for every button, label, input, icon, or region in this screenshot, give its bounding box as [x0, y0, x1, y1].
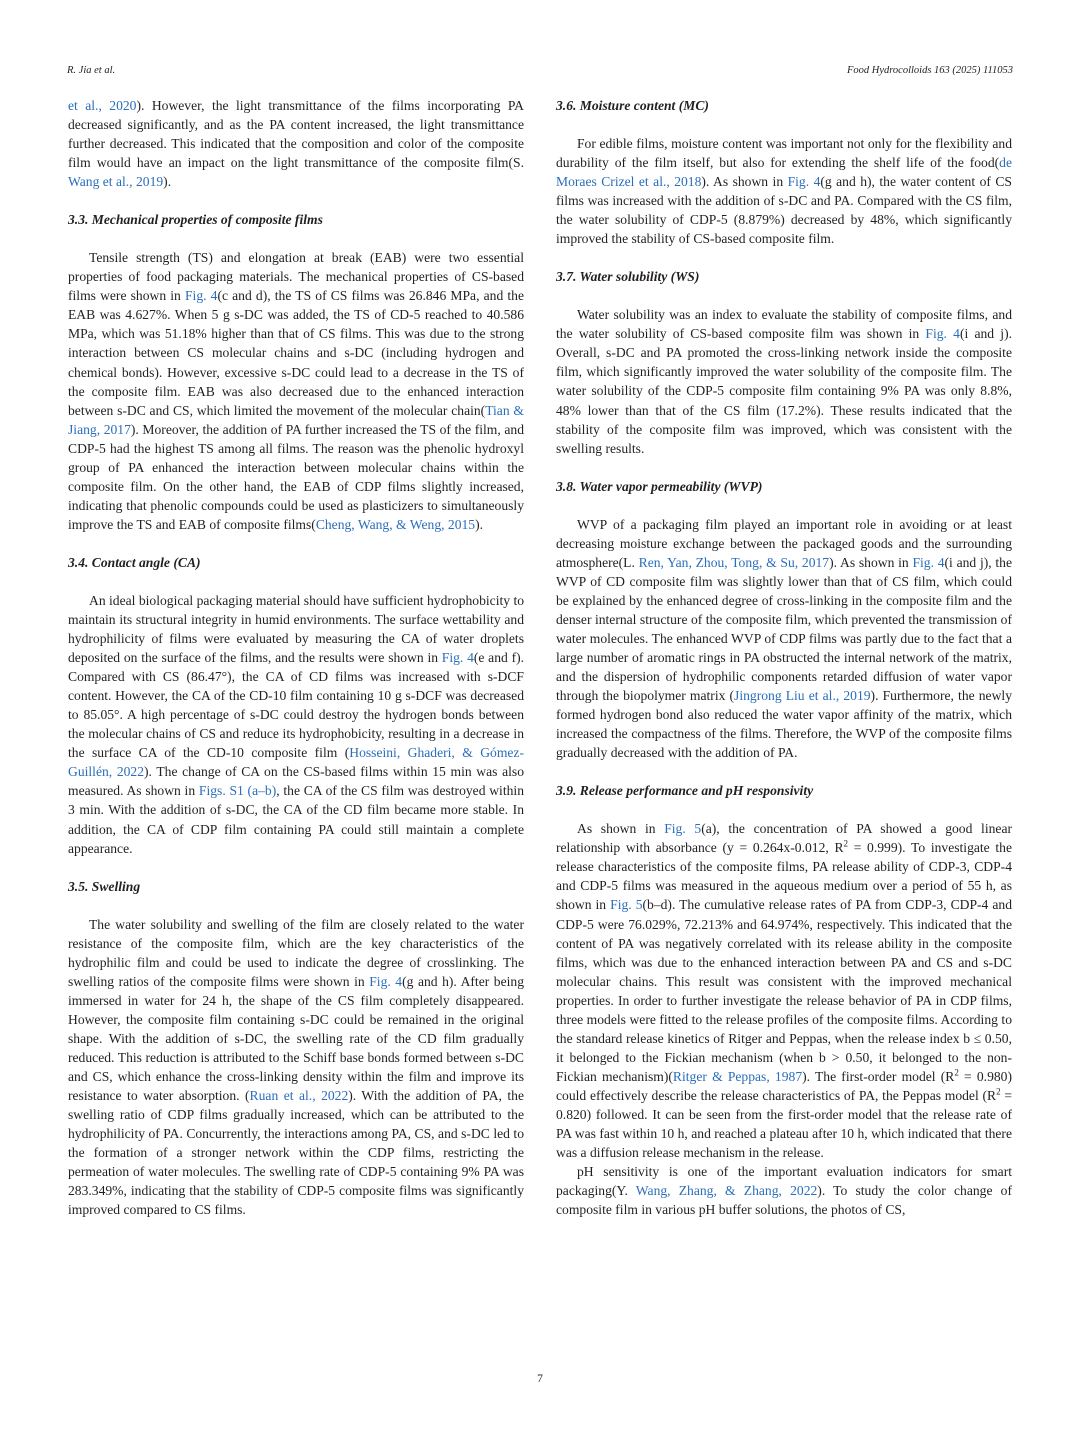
figure-link[interactable]: Figs. S1 (a–b) [198, 783, 277, 799]
citation-link[interactable]: et al., 2020 [68, 98, 137, 113]
citation-link[interactable]: Ritger & Peppas, 1987 [672, 1068, 803, 1084]
citation-link[interactable]: de Moraes Crizel et al., 2018 [556, 155, 1012, 190]
running-header-journal: Food Hydrocolloids 163 (2025) 111053 [846, 65, 1013, 76]
paragraph-release-performance: As shown in Fig. 5(a), the concentration of PA showed a good linear relationship with absorbance (y = 0.264x-0.012, $R^2 = 0.999$). To investigate the release characteristics of the composite films, PA release ability of CDP-3, CDP-4 and CDP-5 films was measured in the aqueous medium over a period of 55 h, as shown in Fig. 5(b–d). The cumulative release rates of PA from CDP-3, CDP-4 and CDP-5 were 76.029%, 72.213% and 64.974%, respectively. This indicated that the content of PA was negatively correlated with its release ability in the composite films, which was due to the enhanced interaction between PA and CS and s-DC molecular chains. This result was consistent with the improved mechanical properties. In order to further investigate the release behavior of PA in CDP films, three models were fitted to the release profiles of the composite films. According to the standard release kinetics of Ritger and Peppas, when the release index b ≤ 0.50, it belonged to the Fickian mechanism (when b > 0.50, it belonged to the non-Fickian mechanism)(Ritger & Peppas, 1987). The first-order model $(R^2 = 0.980)$ could effectively describe the release characteristics of PA, the Peppas model $(R^2 = 0.820)$ followed. It can be seen from the first-order model that the release rate of PA was fast within 10 h, and reached a plateau after 10 h, which indicated that there was a diffusion release mechanism in the release. [556, 821, 1012, 1161]
citation-link[interactable]: Tian & Jiang, 2017 [68, 402, 524, 437]
citation-link[interactable]: Cheng, Wang, & Weng, 2015 [315, 516, 476, 532]
page-number: 7 [537, 1373, 543, 1385]
section-heading-3-4: 3.4. Contact angle (CA) [68, 554, 201, 570]
figure-link[interactable]: Fig. 4 [787, 174, 821, 190]
citation-link[interactable]: Wang, Zhang, & Zhang, 2022 [635, 1183, 818, 1199]
citation-link[interactable]: Ren, Yan, Zhou, Tong, & Su, 2017 [638, 554, 830, 570]
paragraph-water-solubility: Water solubility was an index to evaluate the stability of composite films, and the water solubility of CS-based composite film was shown in Fig. 4(i and j). Overall, s-DC and PA promoted the cross-linking network inside the composite film, which significantly improved the water solubility of the composite film. The water solubility of the CDP-5 composite film containing 9% PA was only 8.8%, 48% lower than that of the CS film (17.2%). These results indicated that the stability of the composite film was improved, which was consistent with the swelling results. [556, 307, 1013, 456]
section-heading-3-7: 3.7. Water solubility (WS) [556, 269, 700, 285]
paragraph-mechanical-properties: Tensile strength (TS) and elongation at break (EAB) were two essential properties of food packaging materials. The mechanical properties of CS-based films were shown in Fig. 4(c and d), the TS of CS films was 26.846 MPa, and the EAB was 4.627%. When 5 g s-DC was added, the TS of CD-5 reached to 40.586 MPa, which was 51.18% higher than that of CS films. This was due to the strong interaction between CS molecular chains and s-DC (including hydrogen and chemical bonds). However, excessive s-DC could lead to a decrease in the TS of the composite film. EAB was also decreased due to the enhanced interaction between s-DC and CS, which limited the movement of the molecular chain(Tian & Jiang, 2017). Moreover, the addition of PA further increased the TS of the film, and CDP-5 had the highest TS among all films. The reason was the phenolic hydroxyl group of PA enhanced the interaction between molecular chains within the composite film. On the other hand, the EAB of CDP films slightly increased, indicating that phenolic compounds could be used as plasticizers to simultaneously improve the TS and EAB of composite films(Cheng, Wang, & Weng, 2015). [68, 250, 525, 532]
section-heading-3-6: 3.6. Moisture content (MC) [556, 98, 709, 113]
running-header-authors: R. Jia et al. [67, 65, 116, 76]
paragraph-wvp: WVP of a packaging film played an important role in avoiding or at least decreasing moisture exchange between the packaged goods and the surrounding atmosphere(L. Ren, Yan, Zhou, Tong, & Su, 2017). As shown in Fig. 4(i and j), the WVP of CD composite film was slightly lower than that of CS film, which could be explained by the enhanced degree of cross-linking in the composite film and the denser internal structure of the composite film, which prevented the transmission of water molecules. The enhanced WVP of CDP films was partly due to the fact that a large number of aromatic rings in PA obstructed the internal network of the matrix, and the dispersion of hydrophilic components retarded diffusion of water vapor through the biopolymer matrix (Jingrong Liu et al., 2019). Furthermore, the newly formed hydrogen bond also reduced the water vapor affinity of the matrix, which increased the compactness of the films. Therefore, the WVP of the composite films gradually decreased with the addition of PA. [556, 516, 1013, 761]
left-column [68, 96, 524, 1219]
figure-link[interactable]: Fig. 4 [369, 973, 403, 989]
figure-link[interactable]: Fig. 4 [925, 326, 960, 342]
citation-link[interactable]: Wang et al., 2019 [68, 174, 164, 190]
section-heading-3-8: 3.8. Water vapor permeability (WVP) [556, 478, 763, 494]
paragraph-contact-angle: An ideal biological packaging material should have sufficient hydrophobicity to maintain its structural integrity in humid environments. The surface wettability and hydrophilicity of films were evaluated by measuring the CA of water droplets deposited on the surface of the films, and the results were shown in Fig. 4(e and f). Compared with CS (86.47°), the CA of CD films was increased with s-DCF content. However, the CA of the CD-10 film containing 10 g s-DCF was decreased to 85.05°. A high percentage of s-DC could destroy the hydrogen bonds between the molecular chains of CS and reduce its hydrophobicity, resulting in a decrease in the surface CA of the CD-10 composite film (Hosseini, Ghaderi, & Gómez-Guillén, 2022). The change of CA on the CS-based films within 15 min was also measured. As shown in Figs. S1 (a–b), the CA of the CS film was destroyed within 3 min. With the addition of s-DC, the CA of the CD film became more stable. In addition, the CA of CDP film containing PA could still maintain a complete appearance. [68, 592, 525, 856]
citation-link[interactable]: Jingrong Liu et al., 2019 [734, 688, 871, 704]
citation-link[interactable]: Hosseini, Ghaderi, & Gómez-Guillén, 2022 [68, 745, 524, 780]
paragraph-swelling: The water solubility and swelling of the film are closely related to the water resistance of the composite film, which are the key characteristics of the hydrophilic film and could be used to indicate the degree of crosslinking. The swelling ratios of the composite films were shown in Fig. 4(g and h). After being immersed in water for 24 h, the shape of the CS film completely disappeared. However, the composite film containing s-DC could be remained in the original shape. With the addition of s-DC, the swelling rate of the CD film gradually reduced. This reduction is attributed to the Schiff base bonds formed between s-DC and CS, which enhance the cross-linking density within the film and improve its resistance to water absorption. (Ruan et al., 2022). With the addition of PA, the swelling ratio of CDP films gradually increased, which can be attributed to the hydrophilicity of PA. Concurrently, the interactions among PA, CS, and s-DC led to the formation of a stronger network within the CDP films, restricting the permeation of water molecules. The swelling rate of CDP-5 containing 9% PA was 283.349%, indicating that the stability of CDP-5 composite films was significantly improved compared to CS films. [68, 916, 525, 1218]
citation-link[interactable]: Ruan et al., 2022 [249, 1088, 349, 1104]
section-heading-3-3: 3.3. Mechanical properties of composite films [68, 212, 323, 228]
figure-link[interactable]: Fig. 4 [441, 650, 474, 666]
figure-link[interactable]: Fig. 5 [664, 821, 702, 837]
section-heading-3-9: 3.9. Release performance and pH responsivity [556, 783, 814, 799]
section-heading-3-5: 3.5. Swelling [68, 878, 141, 894]
right-column [556, 96, 1012, 1219]
paragraph-light-transmittance: et al., 2020). However, the light transmittance of the films incorporating PA decreased significantly, and as the PA content increased, the light transmittance further decreased. This indicated that the composition and color of the composite film would have an impact on the light transmittance of the composite film(S. Wang et al., 2019). [68, 98, 524, 190]
figure-link[interactable]: Fig. 4 [184, 288, 218, 304]
figure-link[interactable]: Fig. 4 [912, 554, 945, 570]
paragraph-moisture-content: For edible films, moisture content was important not only for the flexibility and durability of the film itself, but also for extending the shelf life of the food(de Moraes Crizel et al., 2018). As shown in Fig. 4(g and h), the water content of CS films was increased with the addition of s-DC and PA. Compared with the CS film, the water solubility of CDP-5 (8.879%) decreased by 48%, which significantly improved the stability of CS-based composite film. [556, 136, 1012, 247]
figure-link[interactable]: Fig. 5 [610, 897, 643, 913]
paragraph-ph-sensitivity: pH sensitivity is one of the important evaluation indicators for smart packaging(Y. Wang, Zhang, & Zhang, 2022). To study the color change of composite film in various pH buffer solutions, the photos of CS, [556, 1164, 1012, 1218]
